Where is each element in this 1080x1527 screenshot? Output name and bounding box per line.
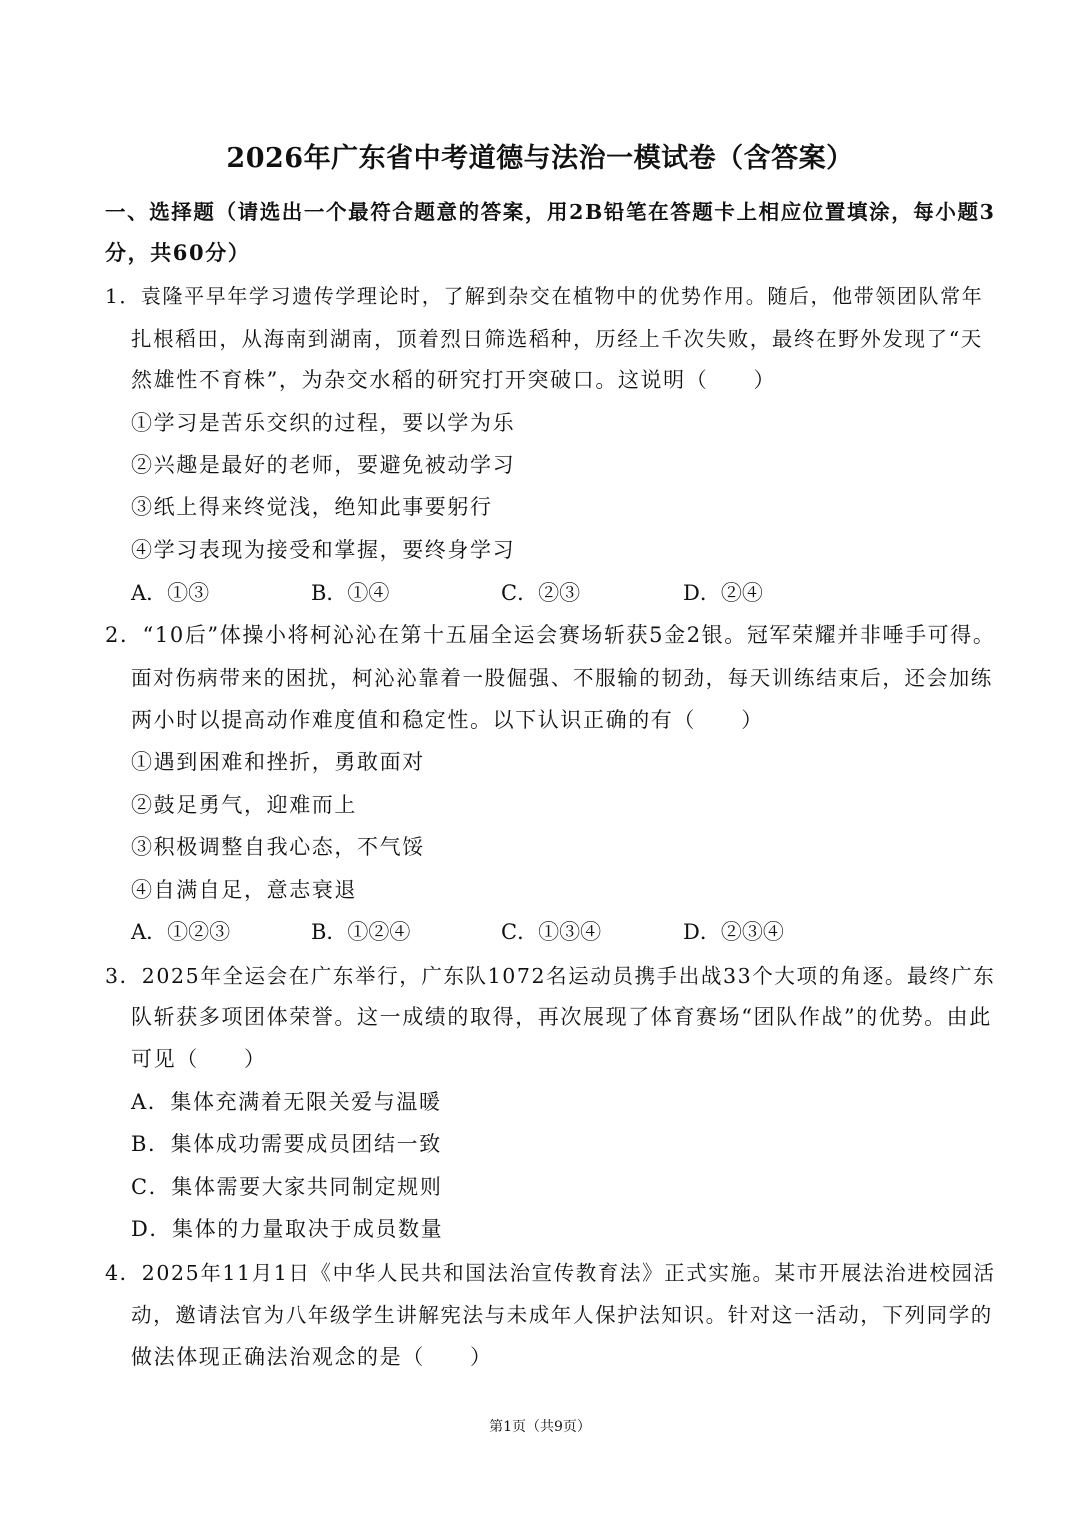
q3-stem-line-3: 可见（ ） [131, 1047, 267, 1071]
q4-stem-line-2: 动，邀请法官为八年级学生讲解宪法与未成年人保护法知识。针对这一活动，下列同学的 [131, 1303, 993, 1327]
q3-option-b: B．集体成功需要成员团结一致 [131, 1132, 442, 1156]
q3-stem-line-1: 3．2025年全运会在广东举行，广东队1072名运动员携手出战33个大项的角逐。最终广东 [105, 964, 996, 988]
q1-stem-line-1: 1．袁隆平早年学习遗传学理论时，了解到杂交在植物中的优势作用。随后，他带领团队常年 [105, 284, 984, 308]
q2-item-1: ①遇到困难和挫折，勇敢面对 [131, 750, 425, 774]
q1-option-d: D．②④ [683, 581, 763, 605]
q2-stem-line-2: 面对伤病带来的困扰，柯沁沁靠着一股倔强、不服输的韧劲，每天训练结束后，还会加练 [131, 666, 993, 690]
q1-option-c: C．②③ [501, 581, 581, 605]
q1-item-4: ④学习表现为接受和掌握，要终身学习 [131, 538, 516, 562]
q2-item-2: ②鼓足勇气，迎难而上 [131, 793, 357, 817]
q1-option-a: A．①③ [131, 581, 210, 605]
q3-option-d: D．集体的力量取决于成员数量 [131, 1217, 444, 1241]
q3-option-c: C．集体需要大家共同制定规则 [131, 1175, 443, 1199]
q2-stem-line-1: 2．“10后”体操小将柯沁沁在第十五届全运会赛场斩获5金2银。冠军荣耀并非唾手可得。 [105, 623, 996, 647]
q2-item-3: ③积极调整自我心态，不气馁 [131, 835, 425, 859]
page-title: 2026年广东省中考道德与法治一模试卷（含答案） [226, 143, 854, 174]
q2-options [0, 916, 1080, 946]
q1-options [0, 577, 1080, 607]
section-heading-line-1: 一、选择题（请选出一个最符合题意的答案，用2B铅笔在答题卡上相应位置填涂，每小题3 [105, 200, 996, 224]
q4-stem-line-1: 4．2025年11月1日《中华人民共和国法治宣传教育法》正式实施。某市开展法治进校园活 [105, 1261, 996, 1285]
q1-stem-line-3: 然雄性不育株”，为杂交水稻的研究打开突破口。这说明（ ） [131, 368, 777, 392]
q2-option-b: B．①②④ [311, 920, 411, 944]
section-heading-line-2: 分，共60分） [105, 240, 251, 265]
q1-option-b: B．①④ [311, 581, 390, 605]
q3-option-a: A．集体充满着无限关爱与温暖 [131, 1090, 442, 1114]
q2-option-d: D．②③④ [683, 920, 784, 944]
q2-option-a: A．①②③ [131, 920, 231, 944]
q1-item-3: ③纸上得来终觉浅，绝知此事要躬行 [131, 495, 493, 519]
page-footer: 第1页（共9页） [489, 1419, 591, 1435]
q2-stem-line-3: 两小时以提高动作难度值和稳定性。以下认识正确的有（ ） [131, 708, 764, 732]
q1-item-1: ①学习是苦乐交织的过程，要以学为乐 [131, 411, 516, 435]
q3-stem-line-2: 队斩获多项团体荣誉。这一成绩的取得，再次展现了体育赛场“团队作战”的优势。由此 [131, 1005, 992, 1029]
q2-option-c: C．①③④ [501, 920, 602, 944]
q4-stem-line-3: 做法体现正确法治观念的是（ ） [131, 1345, 493, 1369]
q2-item-4: ④自满自足，意志衰退 [131, 878, 357, 902]
q1-item-2: ②兴趣是最好的老师，要避免被动学习 [131, 453, 516, 477]
q1-stem-line-2: 扎根稻田，从海南到湖南，顶着烈日筛选稻种，历经上千次失败，最终在野外发现了“天 [131, 327, 983, 351]
